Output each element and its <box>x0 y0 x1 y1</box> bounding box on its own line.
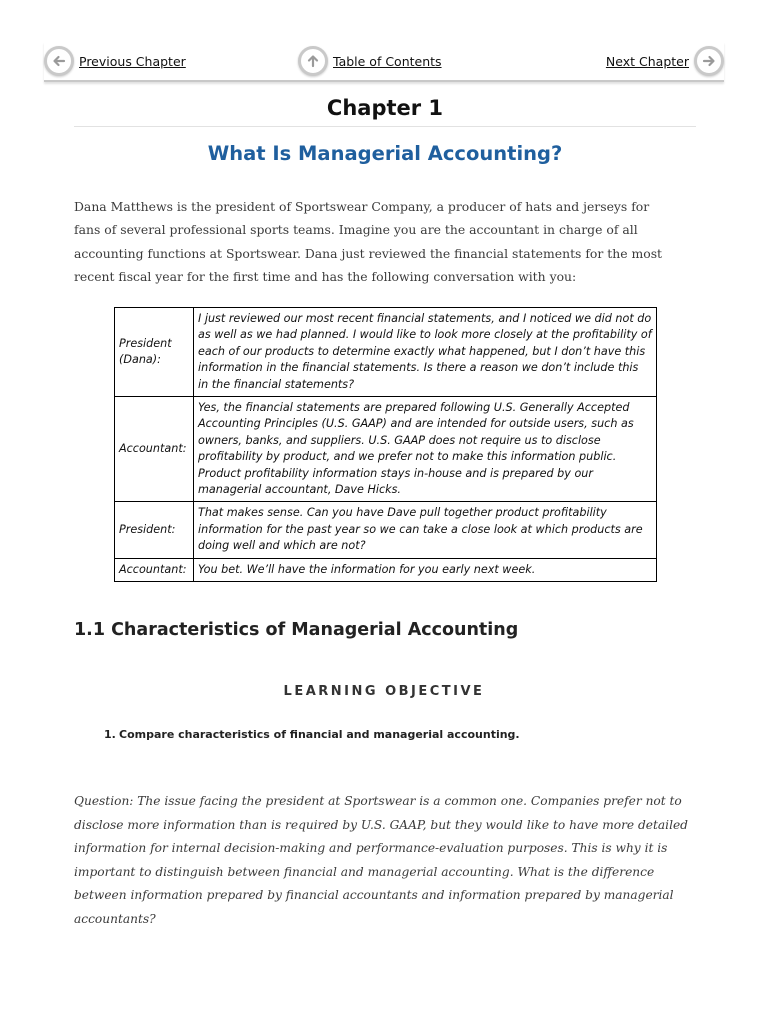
intro-paragraph: Dana Matthews is the president of Sportswear Company, a producer of hats and jerseys for fans of several professional sports teams. Imagine you are the accountant in charge of all accounting functions at Sportswear. Dana just reviewed the financial statements for the most recent fiscal year for the first time and has the following conversation with you: <box>74 199 663 284</box>
arrow-left-icon[interactable] <box>44 46 74 76</box>
learning-objective-heading: LEARNING OBJECTIVE <box>283 684 485 699</box>
conversation-table <box>114 307 657 582</box>
table-row <box>115 397 657 502</box>
dialog-cell: That makes sense. Can you have Dave pull together product profitability information for the past year so we can take a close look at which products are doing well and which are not? <box>194 502 657 558</box>
speaker-cell: Accountant: <box>115 558 194 581</box>
next-chapter-link[interactable] <box>606 46 724 76</box>
table-of-contents-label[interactable]: Table of Contents <box>333 53 442 69</box>
chapter-subtitle: What Is Managerial Accounting? <box>207 142 563 165</box>
table-of-contents-link[interactable] <box>298 46 442 76</box>
section-heading: 1.1 Characteristics of Managerial Accounting <box>74 620 519 640</box>
previous-chapter-label[interactable]: Previous Chapter <box>79 53 186 69</box>
previous-chapter-link[interactable] <box>44 46 186 76</box>
speaker-cell: President (Dana): <box>115 308 194 397</box>
chapter-navigation <box>44 42 724 82</box>
question-paragraph: Question: The issue facing the president at Sportswear is a common one. Companies prefer not to disclose more information than is required by U.S. GAAP, but they would like to have more detailed information for internal decision-making and performance-evaluation purposes. This is why it is important to distinguish between financial and managerial accounting. What is the difference between information prepared by financial accountants and information prepared by managerial accountants? <box>74 794 688 926</box>
learning-objective-list <box>104 728 520 741</box>
table-row <box>115 308 657 397</box>
dialog-cell: I just reviewed our most recent financial statements, and I noticed we did not do as well as we had planned. I would like to look more closely at the profitability of each of our products to determine exactly what happened, but I don’t have this information in the financial statements. Is there a reason we don’t include this in the financial statements? <box>194 308 657 397</box>
table-row <box>115 558 657 581</box>
objective-number: 1. <box>104 728 116 741</box>
dialog-cell: You bet. We’ll have the information for you early next week. <box>194 558 657 581</box>
arrow-right-icon[interactable] <box>694 46 724 76</box>
list-item <box>104 728 520 741</box>
next-chapter-label[interactable]: Next Chapter <box>605 53 689 69</box>
table-row <box>115 502 657 558</box>
dialog-cell: Yes, the financial statements are prepared following U.S. Generally Accepted Accounting Principles (U.S. GAAP) and are intended for outside users, such as owners, banks, and suppliers. U.S. GAAP does not require us to disclose profitability by product, and we prefer not to make this information public. Product profitability information stays in-house and is prepared by our managerial accountant, Dave Hicks. <box>194 397 657 502</box>
objective-text: Compare characteristics of financial and managerial accounting. <box>119 728 520 741</box>
speaker-cell: Accountant: <box>115 397 194 502</box>
chapter-title: Chapter 1 <box>74 96 696 127</box>
speaker-cell: President: <box>115 502 194 558</box>
arrow-up-icon[interactable] <box>298 46 328 76</box>
